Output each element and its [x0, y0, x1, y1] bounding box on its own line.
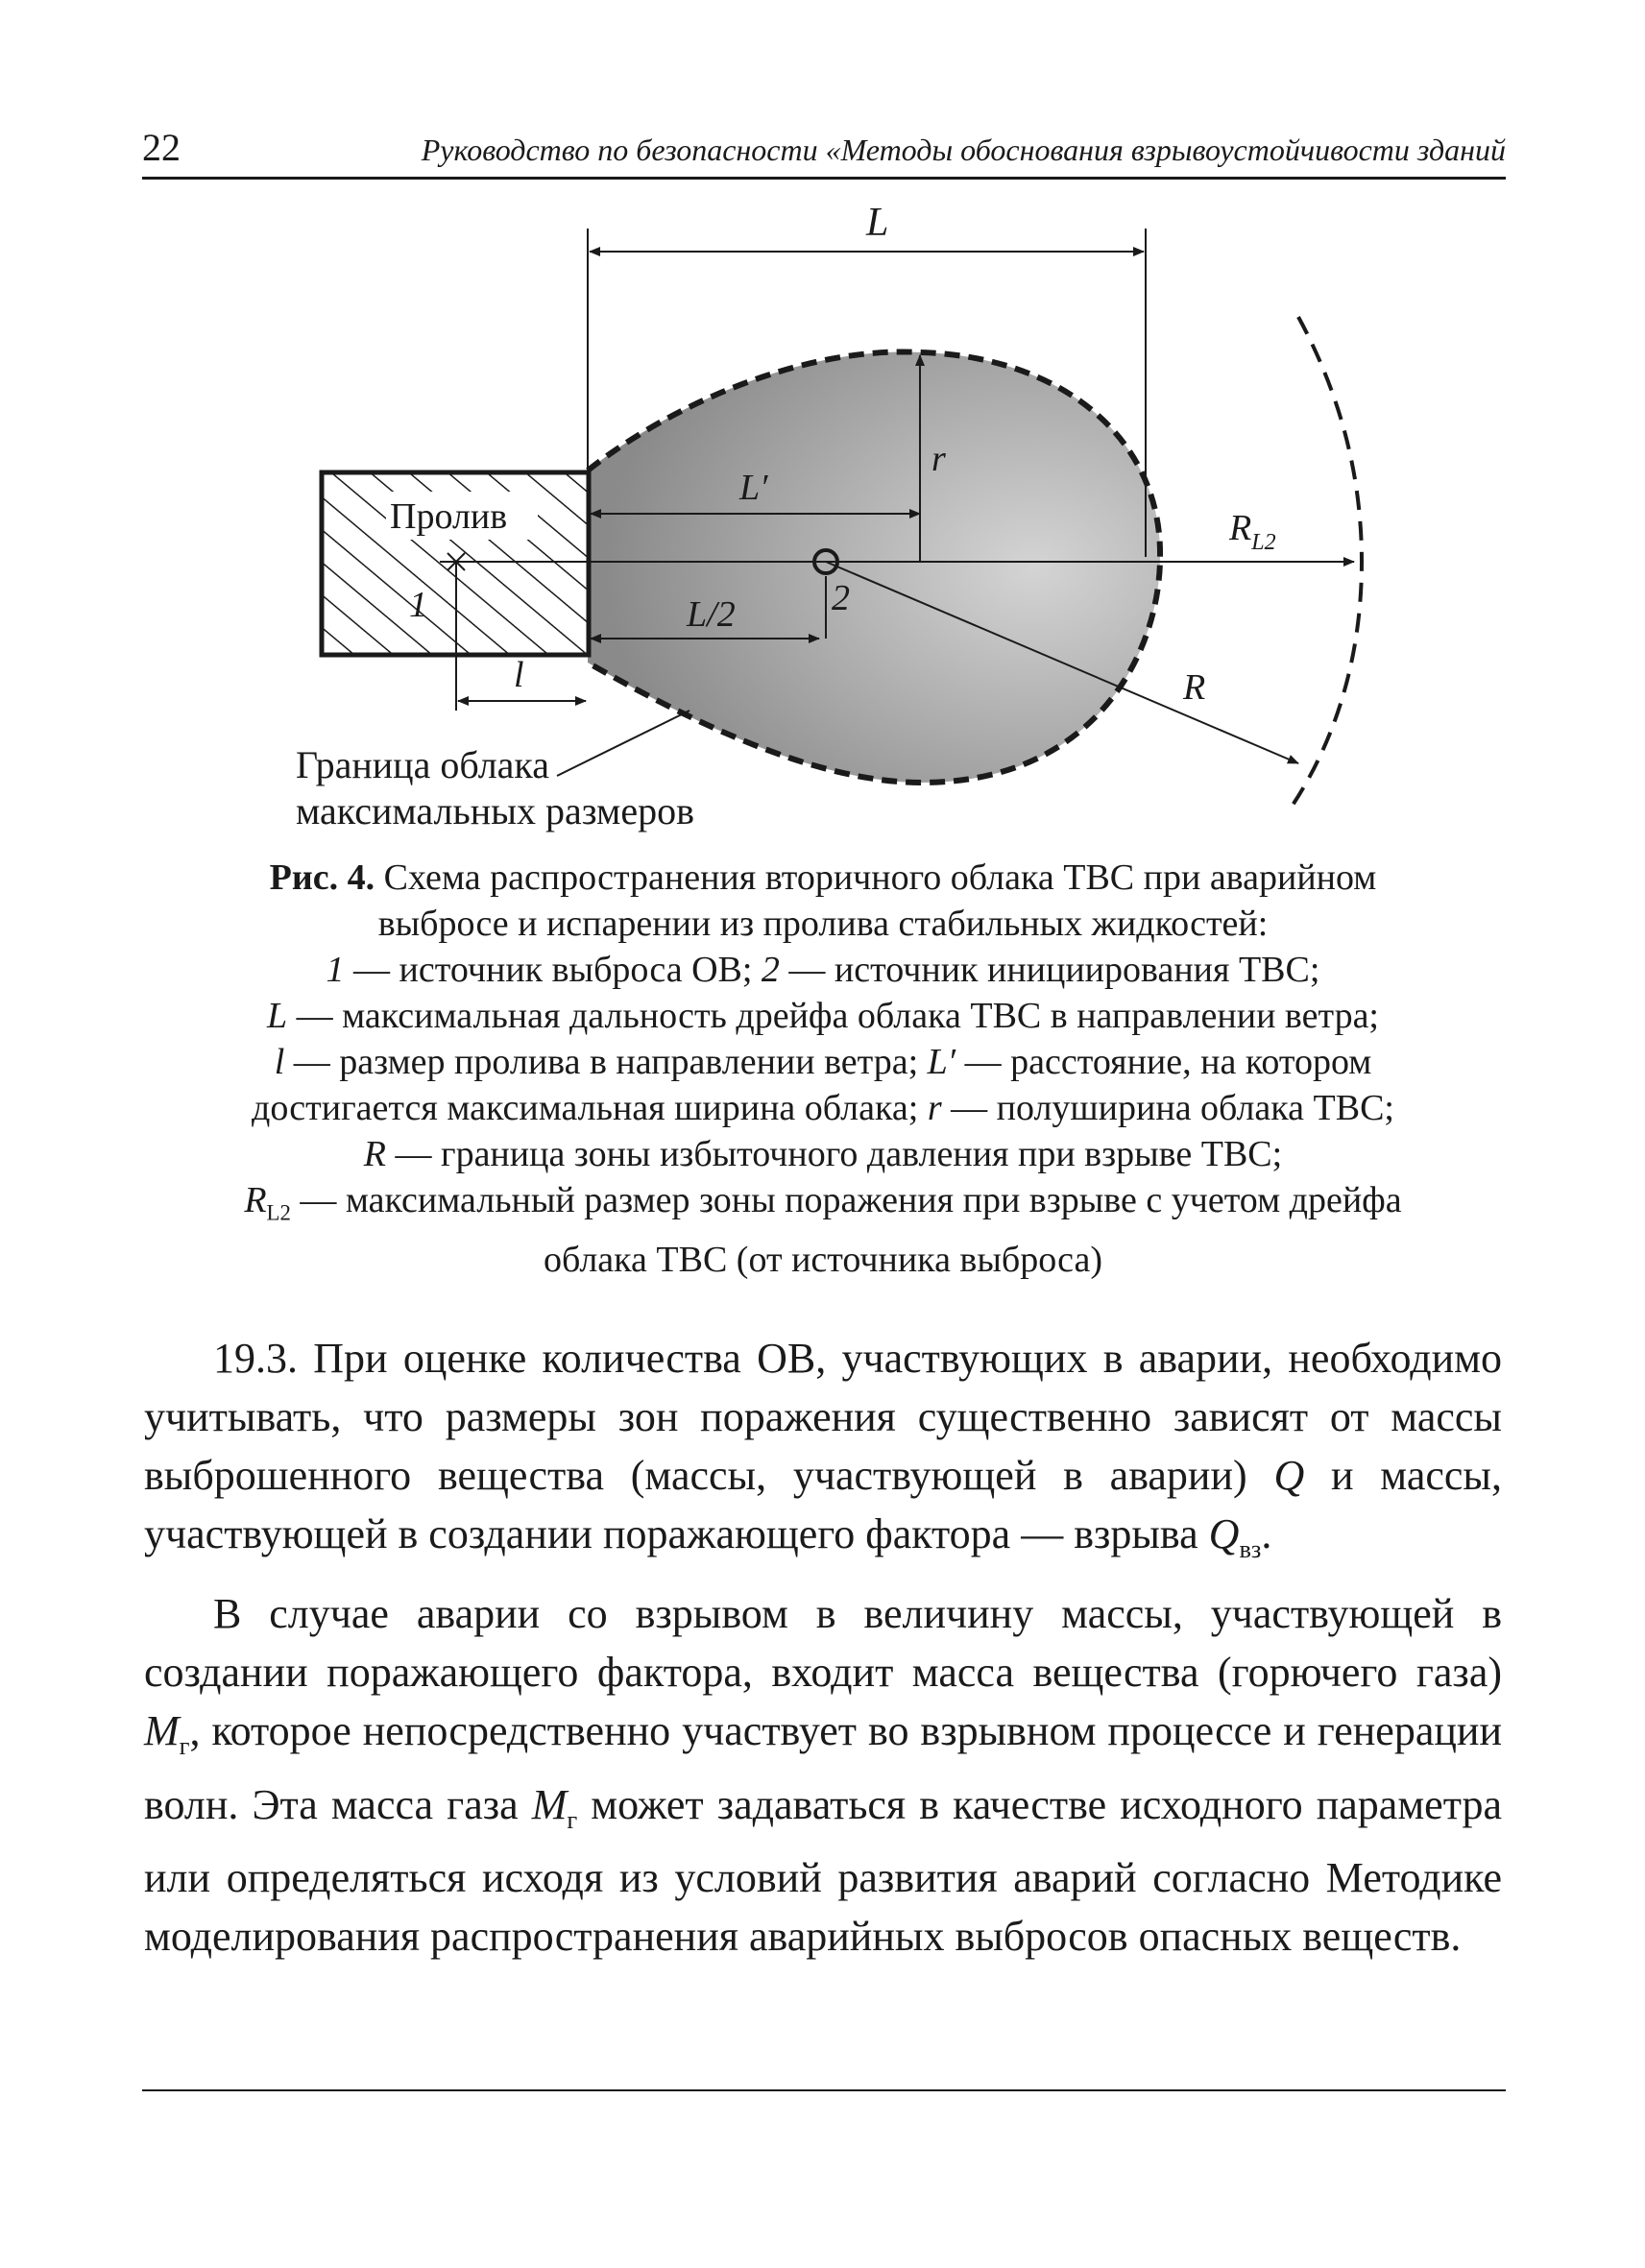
page-number: 22	[142, 126, 181, 169]
paragraph-explosion-mass: В случае аварии со взрывом в величину массы, участвующей в создании поражающего фактора, входит масса вещества (горючего газа) $M_г$, которое непосредственно участвует во взрывном процессе и генерации волн. Эта масса газа $M_г$ может задаваться в качестве исходного параметра или определяться исходя из условий развития аварий согласно Методике моделирования распространения аварийных выбросов опасных веществ.	[144, 1589, 1502, 1961]
running-title: Руководство по безопасности «Методы обоснования взрывоустойчивости зданий	[421, 133, 1506, 167]
caption-legend-L: L — максимальная дальность дрейфа облака ТВС в направлении ветра;	[267, 996, 1379, 1036]
source-marker: 1	[409, 585, 427, 625]
footer-rule	[142, 2089, 1506, 2091]
caption-number: Рис. 4.	[269, 857, 375, 898]
dim-L-label: L	[866, 201, 889, 245]
caption-title: Схема распространения вторичного облака ТВС при аварийном	[383, 857, 1377, 898]
caption-legend-1-2: 1 — источник выброса ОВ; 2 — источник инициирования ТВС;	[326, 950, 1320, 990]
dim-L-prime-label: L′	[739, 468, 768, 508]
caption-legend-r: достигается максимальная ширина облака; r — полуширина облака ТВС;	[252, 1088, 1394, 1128]
caption-legend-l: l — размер пролива в направлении ветра; L′ — расстояние, на котором	[274, 1042, 1372, 1082]
boundary-label-leader	[557, 711, 689, 776]
boundary-label-line1: Граница облака	[296, 743, 549, 786]
paragraph-19-3: 19.3. При оценке количества ОВ, участвующих в аварии, необходимо учитывать, что размеры зон поражения существенно зависят от массы выброшенного вещества (массы, участвующей в аварии) Q и массы, участвующей в создании поражающего фактора — взрыва $Q_{вз}$.	[144, 1335, 1502, 1563]
caption-legend-R: R — граница зоны избыточного давления при взрыве ТВС;	[363, 1134, 1283, 1174]
dim-l-label: l	[514, 655, 524, 695]
dim-r-label: r	[931, 439, 946, 479]
dim-R-label: R	[1183, 667, 1206, 708]
boundary-label-line2: максимальных размеров	[296, 789, 694, 832]
caption-line-2: выбросе и испарении из пролива стабильных жидкостей:	[377, 904, 1269, 944]
body-text	[144, 1329, 1502, 1971]
figure-caption	[144, 855, 1502, 1283]
caption-last-line: облака ТВС (от источника выброса)	[543, 1239, 1103, 1280]
caption-line-1	[144, 855, 1502, 901]
caption-legend-RL2: $R_{L2}$ — максимальный размер зоны поражения при взрыве с учетом дрейфа	[244, 1180, 1402, 1225]
spill-label: Пролив	[390, 496, 508, 537]
dim-L-half-label: L/2	[687, 594, 736, 635]
dim-RL2-label: $R_{L2}$	[1229, 508, 1276, 555]
ignition-marker: 2	[832, 578, 850, 618]
